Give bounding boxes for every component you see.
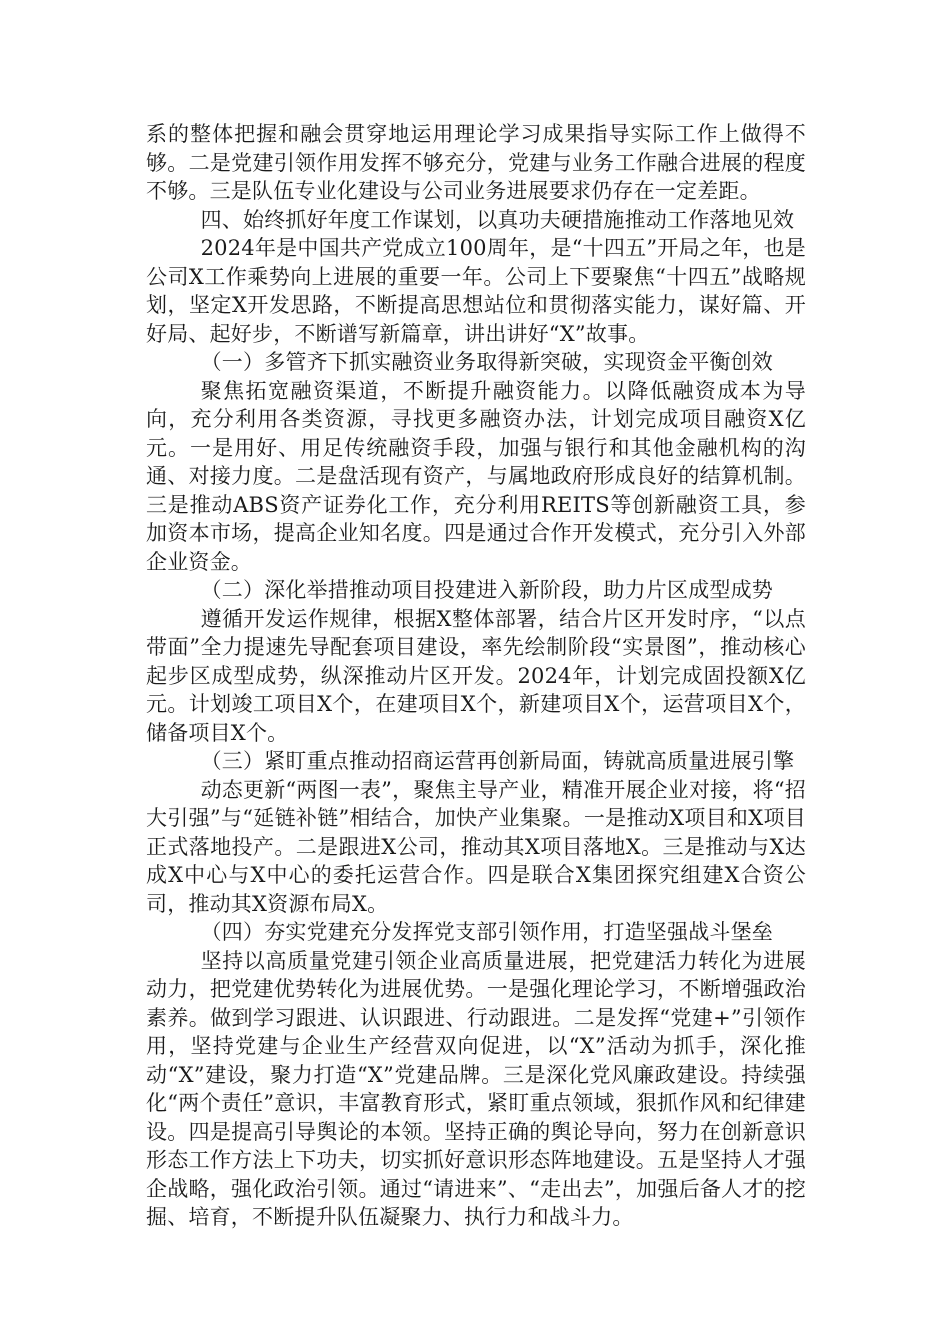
subheading-4: （四）夯实党建充分发挥党支部引领作用，打造坚强战斗堡垒 bbox=[200, 920, 773, 944]
paragraph-continuation: 系的整体把握和融会贯穿地运用理论学习成果指导实际工作上做得不够。二是党建引领作用发挥不够充分，党建与业务工作融合进展的程度不够。三是队伍专业化建设与公司业务进展要求仍存在一定差距。 bbox=[146, 122, 806, 203]
subheading-2: （二）深化举措推动项目投建进入新阶段，助力片区成型成势 bbox=[200, 578, 773, 602]
paragraph-intro: 2024年是中国共产党成立100周年，是“十四五”开局之年，也是公司X工作乘势向上进展的重要一年。公司上下要聚焦“十四五”战略规划，坚定X开发思路，不断提高思想站位和贯彻落实能力，谋好篇、开好局、起好步，不断谱写新篇章，讲出讲好“X”故事。 bbox=[146, 236, 806, 346]
paragraph-party-building: 坚持以高质量党建引领企业高质量进展，把党建活力转化为进展动力，把党建优势转化为进展优势。一是强化理论学习，不断增强政治素养。做到学习跟进、认识跟进、行动跟进。二是发挥“党建+”引领作用，坚持党建与企业生产经营双向促进，以“X”活动为抓手，深化推动“X”建设，聚力打造“X”党建品牌。三是深化党风廉政建设。持续强化“两个责任”意识，丰富教育形式，紧盯重点领域，狠抓作风和纪律建设。四是提高引导舆论的本领。坚持正确的舆论导向，努力在创新意识形态工作方法上下功夫，切实抓好意识形态阵地建设。五是坚持人才强企战略，强化政治引领。通过“请进来”、“走出去”，加强后备人才的挖掘、培育，不断提升队伍凝聚力、执行力和战斗力。 bbox=[146, 948, 806, 1229]
subheading-1: （一）多管齐下抓实融资业务取得新突破，实现资金平衡创效 bbox=[200, 350, 773, 374]
paragraph-projects: 遵循开发运作规律，根据X整体部署，结合片区开发时序，“以点带面”全力提速先导配套项目建设，率先绘制阶段“实景图”，推动核心起步区成型成势，纵深推动片区开发。2024年，计划完成固投额X亿元。计划竣工项目X个，在建项目X个，新建项目X个，运营项目X个，储备项目X个。 bbox=[146, 606, 806, 745]
paragraph-financing: 聚焦拓宽融资渠道，不断提升融资能力。以降低融资成本为导向，充分利用各类资源，寻找更多融资办法，计划完成项目融资X亿元。一是用好、用足传统融资手段，加强与银行和其他金融机构的沟通、对接力度。二是盘活现有资产，与属地政府形成良好的结算机制。三是推动ABS资产证券化工作，充分利用REITS等创新融资工具，参加资本市场，提高企业知名度。四是通过合作开发模式，充分引入外部企业资金。 bbox=[146, 378, 806, 574]
subheading-3: （三）紧盯重点推动招商运营再创新局面，铸就高质量进展引擎 bbox=[200, 749, 795, 773]
paragraph-investment: 动态更新“两图一表”，聚焦主导产业，精准开展企业对接，将“招大引强”与“延链补链”相结合，加快产业集聚。一是推动X项目和X项目正式落地投产。二是跟进X公司，推动其X项目落地X。三是推动与X达成X中心与X中心的委托运营合作。四是联合X集团探究组建X合资公司，推动其X资源布局X。 bbox=[146, 777, 806, 916]
section-heading-4: 四、始终抓好年度工作谋划，以真功夫硬措施推动工作落地见效 bbox=[200, 207, 795, 232]
document-body bbox=[146, 120, 806, 1232]
